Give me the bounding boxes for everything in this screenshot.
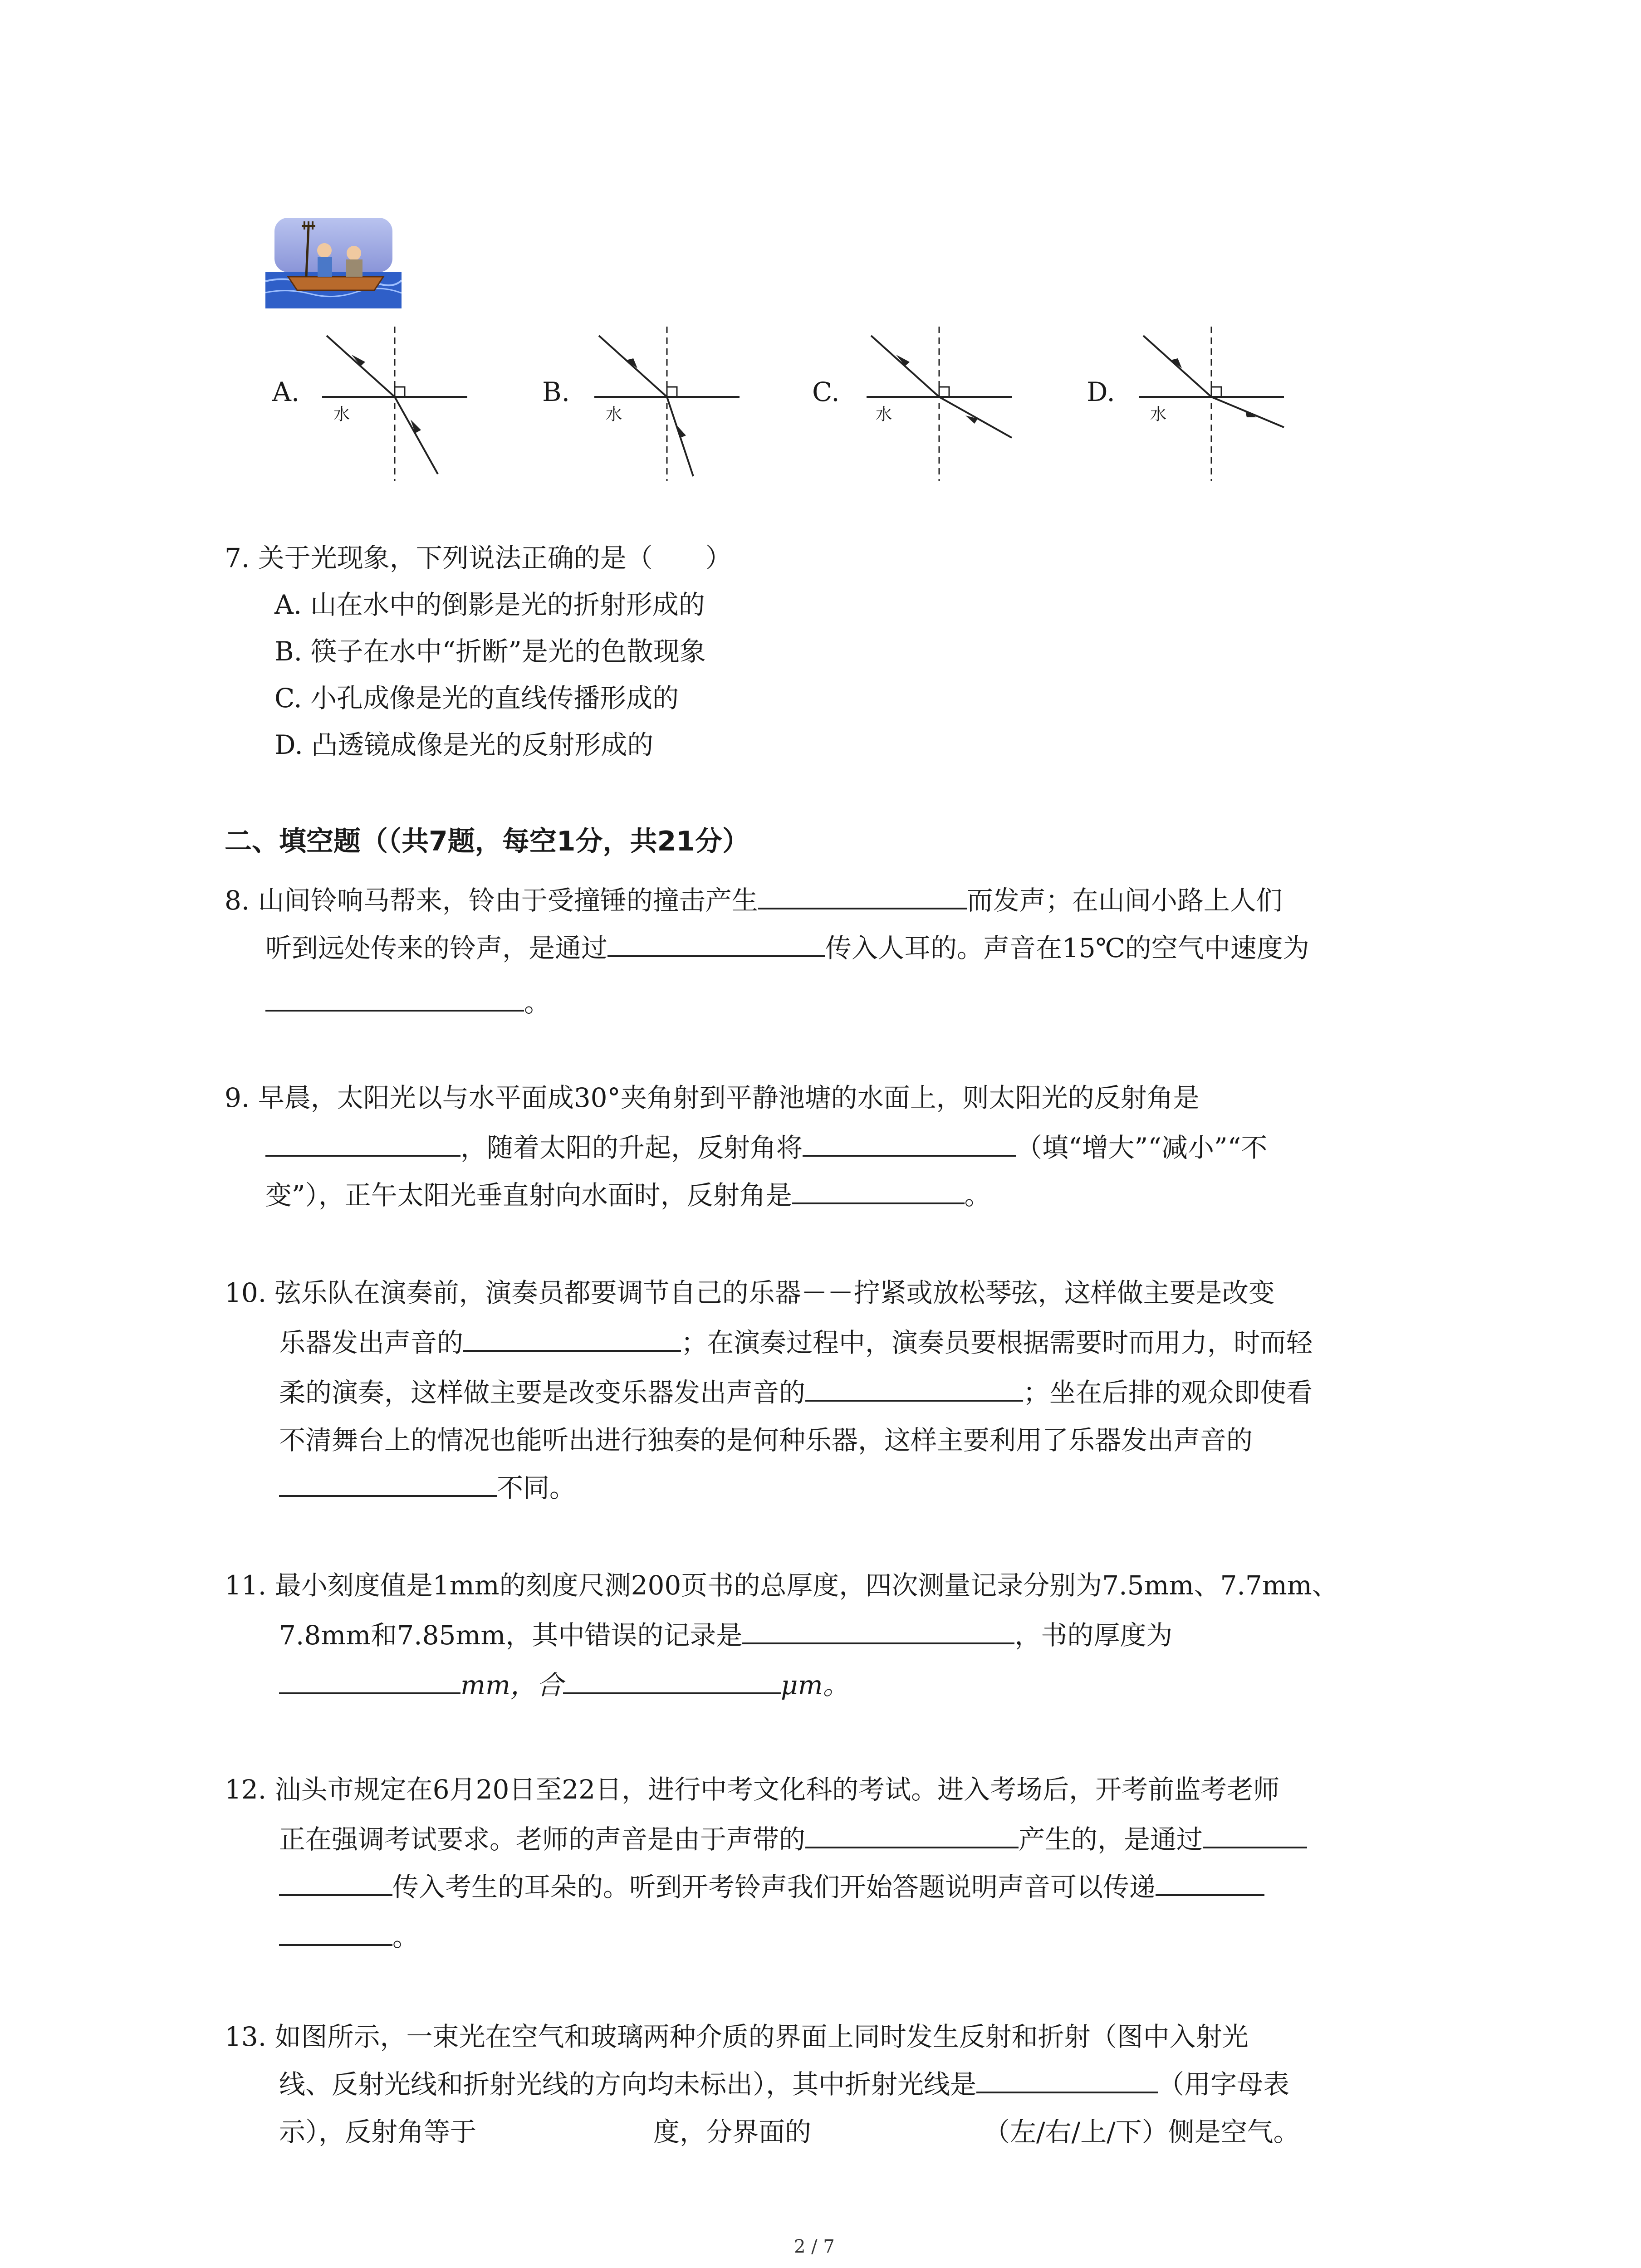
q7-stem: 7. 关于光现象，下列说法正确的是（ ） [225,543,732,573]
q11-line3: mm，合 μm。 [279,1662,849,1708]
q12-blank-3a[interactable] [1156,1867,1264,1896]
q11-line2: 7.8mm和7.85mm，其中错误的记录是 ，书的厚度为 [279,1613,1172,1658]
page-number: 2 / 7 [794,2236,835,2257]
q12-blank-3b[interactable] [279,1917,392,1946]
q7-option-b: B. 筷子在水中“折断”是光的色散现象 [274,636,706,667]
q12-line4: 。 [279,1914,419,1960]
q8-blank-1[interactable] [758,880,967,909]
q7-option-d: D. 凸透镜成像是光的反射形成的 [274,729,654,760]
q10-blank-1[interactable] [463,1323,681,1352]
section-title: 二、填空题（（共7题，每空1分，共21分） [225,826,749,857]
q6-option-d-water: 水 [1150,405,1167,424]
q13-line1: 13. 如图所示，一束光在空气和玻璃两种介质的界面上同时发生反射和折射（图中入射光 [225,2021,1249,2052]
q9-blank-3[interactable] [792,1175,965,1204]
q11-line1: 11. 最小刻度值是1mm的刻度尺测200页书的总厚度，四次测量记录分别为7.5mm、7.7mm、 [225,1570,1338,1601]
q10-line2: 乐器发出声音的 ；在演奏过程中，演奏员要根据需要时而用力，时而轻 [279,1320,1313,1365]
q7-option-a: A. 山在水中的倒影是光的折射形成的 [274,589,705,620]
q7-option-c: C. 小孔成像是光的直线传播形成的 [274,683,679,714]
q8-line2: 听到远处传来的铃声，是通过 传入人耳的。声音在15℃的空气中速度为 [265,925,1309,971]
q10-line3: 柔的演奏，这样做主要是改变乐器发出声音的 ；坐在后排的观众即使看 [279,1370,1313,1415]
q8-line1: 8. 山间铃响马帮来，铃由于受撞锤的撞击产生 而发声；在山间小路上人们 [225,878,1283,923]
q6-option-c-label: C. [812,376,840,407]
q11-blank-3[interactable] [563,1665,781,1694]
q12-line2: 正在强调考试要求。老师的声音是由于声带的 产生的，是通过 [279,1817,1307,1862]
q10-blank-3[interactable] [279,1468,497,1497]
q9-line2: ，随着太阳的升起，反射角将 （填“增大”“减小”“不 [265,1125,1267,1170]
q8-blank-2[interactable] [607,928,825,957]
q10-blank-2[interactable] [805,1373,1023,1402]
boat-fishing-illustration [265,213,402,313]
q13-line3: 示），反射角等于 度，分界面的 （左/右/上/下）侧是空气。 [279,2116,1300,2147]
q12-blank-2a[interactable] [1203,1819,1307,1848]
q12-line1: 12. 汕头市规定在6月20日至22日，进行中考文化科的考试。进入考场后，开考前监考老师 [225,1774,1280,1805]
q6-option-a-label: A. [272,376,300,407]
q9-line1: 9. 早晨，太阳光以与水平面成30°夹角射到平静池塘的水面上，则太阳光的反射角是 [225,1082,1200,1113]
q6-option-d-label: D. [1087,376,1115,407]
q11-blank-1[interactable] [742,1615,1014,1644]
q6-option-b-label: B. [542,376,570,407]
q13-line2: 线、反射光线和折射光线的方向均未标出），其中折射光线是 （用字母表 [279,2062,1289,2107]
q6-option-b-water: 水 [606,405,622,424]
q9-line3: 变”），正午太阳光垂直射向水面时，反射角是 。 [265,1173,991,1218]
q12-blank-2b[interactable] [279,1867,392,1896]
q12-blank-1[interactable] [805,1819,1019,1848]
q13-blank-1[interactable] [976,2064,1158,2093]
q9-blank-1[interactable] [265,1128,460,1157]
q12-line3: 传入考生的耳朵的。听到开考铃声我们开始答题说明声音可以传递 [279,1864,1264,1910]
q8-blank-3[interactable] [265,982,524,1012]
q10-line5: 不同。 [279,1465,576,1510]
q9-blank-2[interactable] [803,1128,1016,1157]
q6-option-c-water: 水 [876,405,892,424]
q10-line1: 10. 弦乐队在演奏前，演奏员都要调节自己的乐器－－拧紧或放松琴弦，这样做主要是改变 [225,1277,1275,1308]
q11-blank-2[interactable] [279,1665,460,1694]
q8-line3: 。 [265,980,550,1025]
q10-line4: 不清舞台上的情况也能听出进行独奏的是何种乐器，这样主要利用了乐器发出声音的 [279,1425,1253,1456]
q6-option-a-water: 水 [333,405,350,424]
